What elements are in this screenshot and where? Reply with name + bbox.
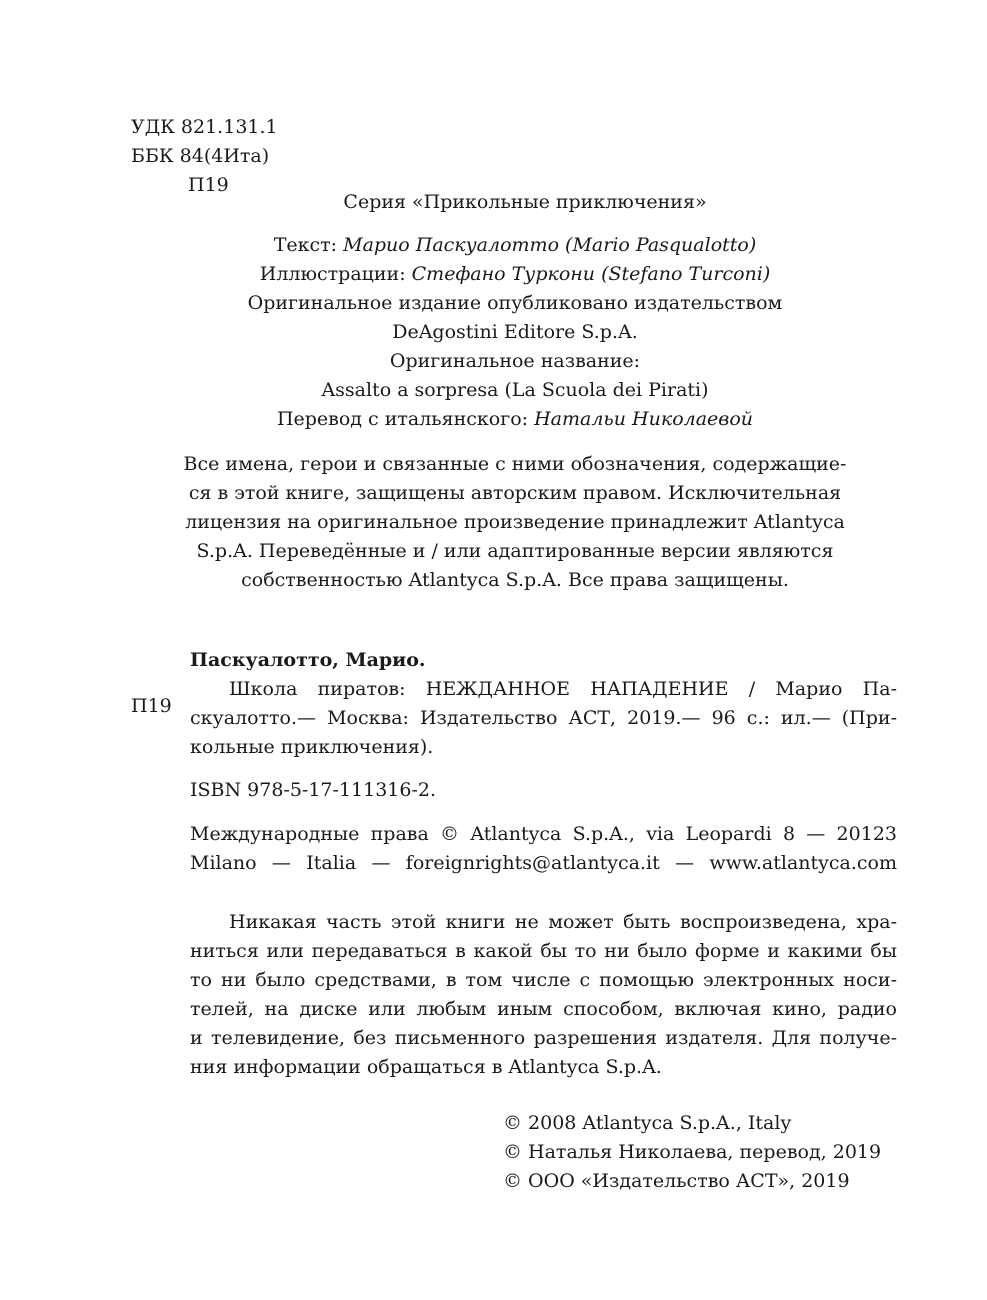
copyright-notice-line: ся в этой книге, защищены авторским правом. Исключительная: [188, 482, 842, 504]
original-title-value: Assalto a sorpresa (La Scuola dei Pirati): [321, 379, 709, 401]
catalog-entry-line: скуалотто.— Москва: Издательство АСТ, 2019.— 96 с.: ил.— (При-: [190, 707, 897, 729]
copyright-notice-line: S.p.A. Переведённые и / или адаптированные версии являются: [196, 540, 834, 562]
original-publisher-line-2: DeAgostini Editore S.p.A.: [392, 321, 638, 343]
intl-rights-line: Milano — Italia — foreignrights@atlantyca.it — www.atlantyca.com: [190, 852, 897, 874]
isbn: ISBN 978-5-17-111316-2.: [190, 779, 437, 801]
original-title-label: Оригинальное название:: [389, 350, 641, 372]
original-publisher-line-1: Оригинальное издание опубликовано издательством: [247, 292, 783, 314]
reproduction-notice-line: то ни было средствами, в том числе с помощью электронных носи-: [190, 969, 897, 991]
credit-text: Текст: Марио Паскуалотто (Mario Pasqualotto): [273, 234, 757, 256]
catalog-author-heading: Паскуалотто, Марио.: [190, 649, 426, 671]
copyright-notice-line: Все имена, герои и связанные с ними обозначения, содержащие-: [183, 453, 847, 475]
reproduction-notice-line: Никакая часть этой книги не может быть воспроизведена, хра-: [229, 911, 897, 933]
copyright-line: © Наталья Николаева, перевод, 2019: [503, 1141, 882, 1163]
copyright-line: © 2008 Atlantyca S.p.A., Italy: [503, 1112, 792, 1134]
reproduction-notice-line: телей, на диске или любым иным способом, включая кино, радио: [190, 998, 897, 1020]
catalog-mark: П19: [131, 695, 172, 717]
copyright-line: © ООО «Издательство АСТ», 2019: [503, 1170, 850, 1192]
credit-illustrations: Иллюстрации: Стефано Туркони (Stefano Turconi): [259, 263, 771, 285]
credit-translation: Перевод с итальянского: Натальи Николаевой: [276, 408, 754, 430]
series-title: Серия «Прикольные приключения»: [343, 191, 707, 213]
catalog-entry-line: кольные приключения).: [190, 736, 434, 758]
reproduction-notice-line: и телевидение, без письменного разрешения издателя. Для получе-: [190, 1027, 897, 1049]
copyright-notice-line: собственностью Atlantyca S.p.A. Все права защищены.: [241, 569, 789, 591]
author-mark: П19: [188, 174, 229, 196]
intl-rights-line: Международные права © Atlantyca S.p.A., via Leopardi 8 — 20123: [190, 823, 897, 845]
udk-code: УДК 821.131.1: [131, 116, 278, 138]
reproduction-notice-line: ниться или передаваться в какой бы то ни было форме и какими бы: [190, 940, 897, 962]
reproduction-notice-line: ния информации обращаться в Atlantyca S.p.A.: [190, 1056, 662, 1078]
bbk-code: ББК 84(4Ита): [131, 145, 270, 167]
copyright-notice-line: лицензия на оригинальное произведение принадлежит Atlantyca: [185, 511, 845, 533]
catalog-entry-line: Школа пиратов: НЕЖДАННОЕ НАПАДЕНИЕ / Марио Па-: [229, 678, 897, 700]
